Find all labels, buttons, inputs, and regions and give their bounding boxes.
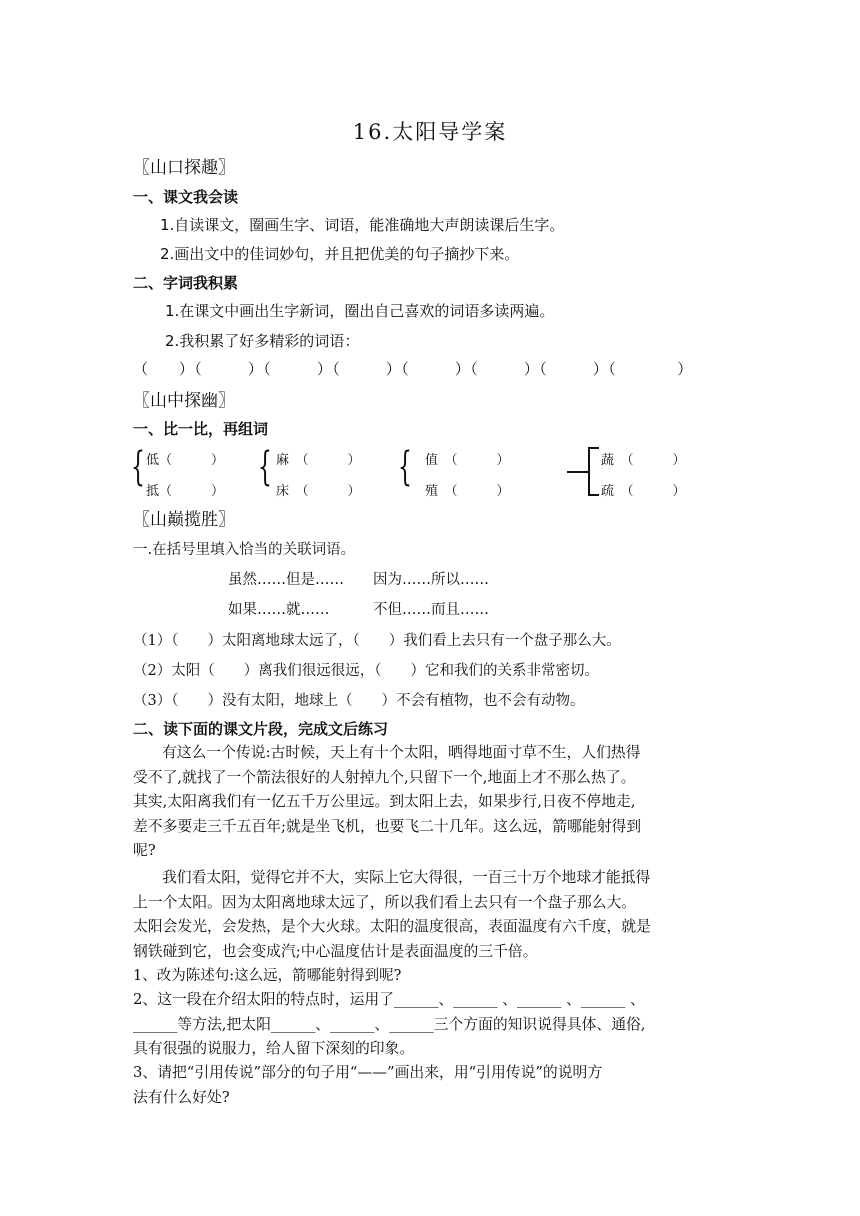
question-line: ______等方法,把太阳______、______、______三个方面的知识说得具体、通俗, [133, 1015, 646, 1033]
bracket-line [588, 494, 599, 496]
brace-icon: { [398, 444, 412, 490]
compare-word: 低（ ） [146, 453, 225, 468]
connective-options-1: 虽然……但是…… 因为……所以…… [228, 572, 489, 588]
bracket-line [567, 471, 589, 473]
part-title-connectives: 一.在括号里填入恰当的关联词语。 [133, 542, 356, 558]
brace-icon: { [258, 444, 272, 490]
compare-word: 蔬 （ ） [601, 453, 686, 468]
passage-line: 钢铁碰到它，也会变成汽;中心温度估计是表面温度的三千倍。 [133, 942, 538, 960]
passage-line: 上一个太阳。因为太阳离地球太远了，所以我们看上去只有一个盘子那么大。 [133, 893, 637, 911]
compare-word: 抵（ ） [146, 484, 225, 499]
brace-icon: { [131, 444, 145, 490]
page-title: 16.太阳导学案 [352, 120, 508, 144]
question-line: 具有很强的说服力，给人留下深刻的印象。 [133, 1040, 415, 1057]
compare-word: 殖 （ ） [425, 484, 510, 499]
connective-item-1: （1）（ ）太阳离地球太远了，（ ）我们看上去只有一个盘子那么大。 [133, 633, 621, 649]
part-title-compare: 一、比一比，再组词 [133, 420, 269, 438]
compare-word: 麻 （ ） [276, 453, 361, 468]
passage-line: 差不多要走三千五百年;就是坐飞机，也要飞二十几年。这么远，箭哪能射得到 [133, 817, 642, 835]
passage-line: 受不了,就找了一个箭法很好的人射掉九个,只留下一个,地面上才不那么热了。 [133, 768, 636, 786]
section-heading-shanzhong: 〖山中探幽〗 [133, 391, 235, 411]
question-3 [133, 1061, 730, 1110]
passage-line: 我们看太阳，觉得它并不大，实际上它大得很，一百三十万个地球才能抵得 [162, 869, 651, 886]
connective-options-2: 如果……就…… 不但……而且…… [228, 602, 489, 618]
part-title-reading: 一、课文我会读 [133, 188, 239, 206]
question-line: 2、这一段在介绍太阳的特点时，运用了______、______ 、______ 、______ 、 [133, 991, 645, 1008]
vocab-item-2: 2.我积累了好多精彩的词语： [165, 332, 360, 350]
vocab-brackets-row: （ ）（ ）（ ）（ ）（ ）（ ）（ ）（ ） [133, 360, 693, 378]
part-title-reading-passage: 二、读下面的课文片段，完成文后练习 [133, 720, 389, 738]
section-heading-shandian: 〖山巅揽胜〗 [133, 510, 235, 530]
compare-word: 疏 （ ） [601, 484, 686, 499]
passage-paragraph-2 [133, 866, 730, 964]
reading-item-1: 1.自读课文，圈画生字、词语，能准确地大声朗读课后生字。 [160, 216, 565, 234]
reading-item-2: 2.画出文中的佳词妙句，并且把优美的句子摘抄下来。 [160, 245, 520, 263]
compare-word: 值 （ ） [425, 453, 510, 468]
part-title-vocab: 二、字词我积累 [133, 274, 239, 292]
question-line: 法有什么好处? [133, 1088, 230, 1106]
question-2 [133, 988, 730, 1062]
vocab-item-1: 1.在课文中画出生字新词，圈出自己喜欢的词语多读两遍。 [165, 302, 555, 320]
connective-item-3: （3）（ ）没有太阳，地球上（ ）不会有植物，也不会有动物。 [133, 693, 585, 709]
bracket-line [588, 447, 599, 449]
section-heading-shankou: 〖山口探趣〗 [133, 158, 235, 178]
passage-paragraph-1 [133, 741, 730, 864]
passage-line: 呢? [133, 842, 156, 859]
passage-line: 有这么一个传说:古时候，天上有十个太阳，晒得地面寸草不生，人们热得 [162, 744, 641, 761]
compare-word: 床 （ ） [276, 484, 361, 499]
connective-item-2: （2）太阳（ ）离我们很远很远，（ ）它和我们的关系非常密切。 [133, 663, 599, 679]
passage-line: 其实,太阳离我们有一亿五千万公里远。到太阳上去，如果步行,日夜不停地走, [133, 793, 636, 810]
question-line: 3、请把“引用传说”部分的句子用“——”画出来，用“引用传说”的说明方 [133, 1064, 603, 1081]
passage-line: 太阳会发光，会发热，是个大火球。太阳的温度很高，表面温度有六千度，就是 [133, 918, 651, 935]
question-1: 1、改为陈述句:这么远，箭哪能射得到呢? [133, 968, 402, 984]
